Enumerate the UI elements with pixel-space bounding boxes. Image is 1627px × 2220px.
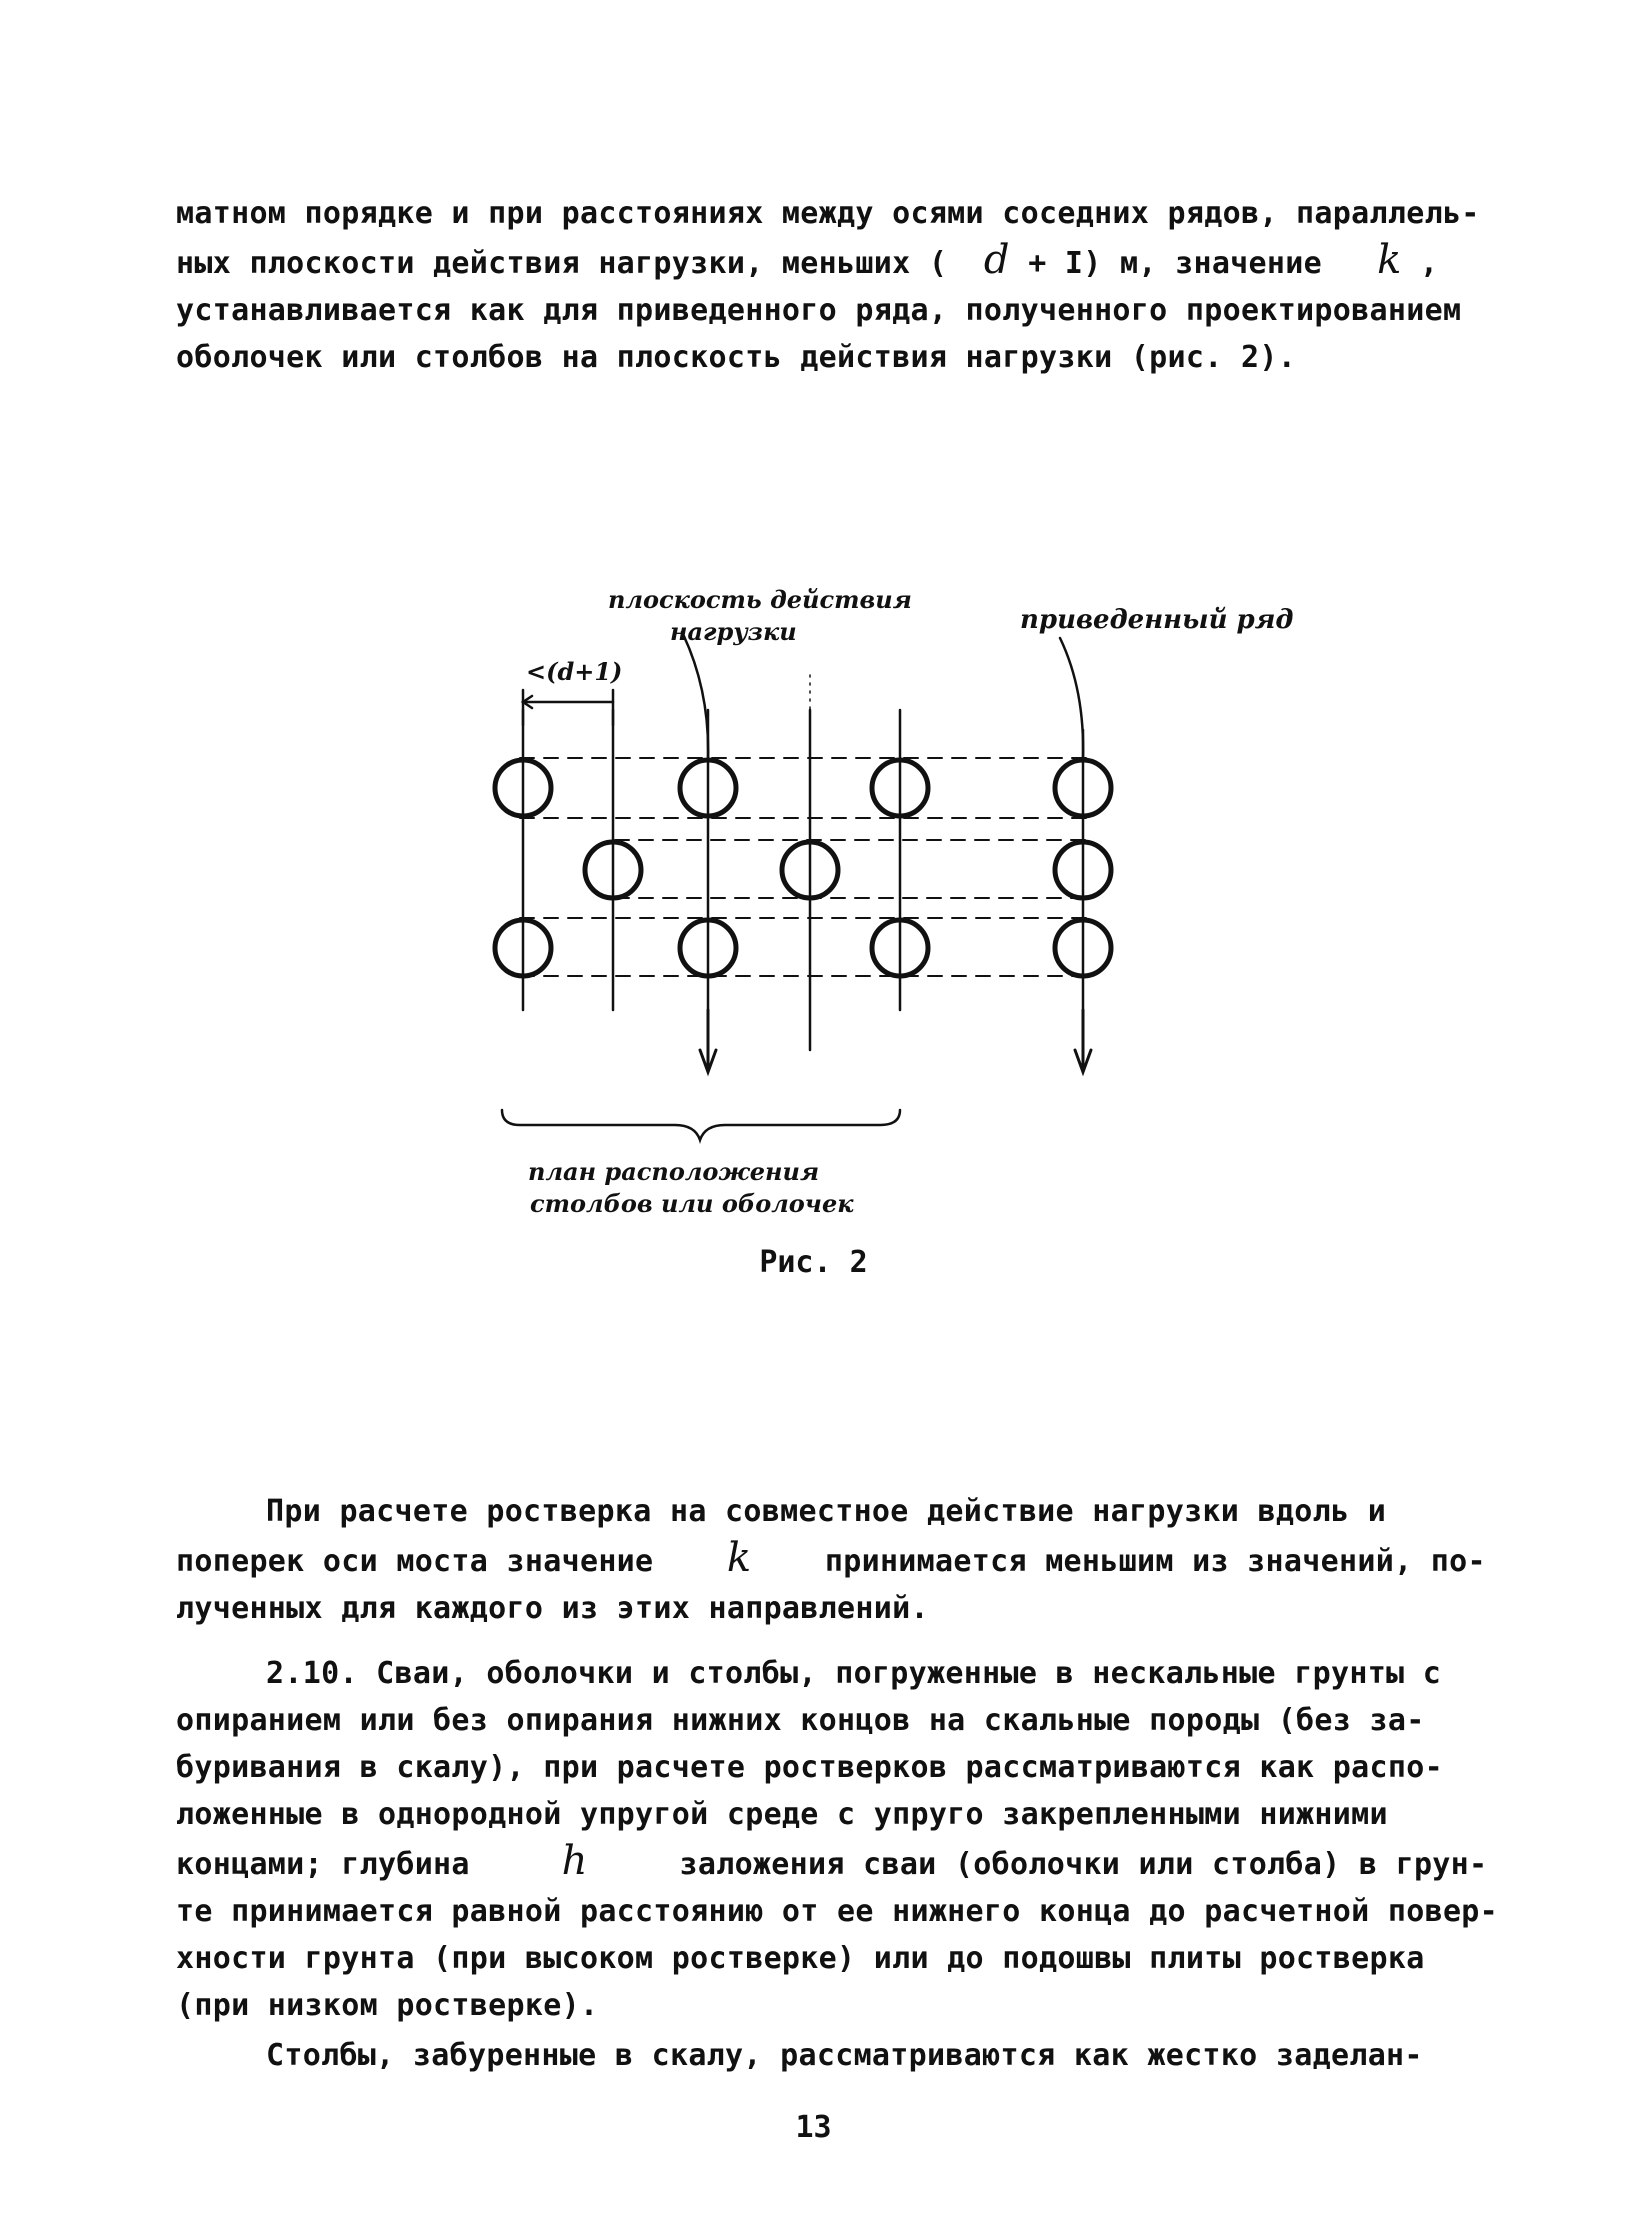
piles <box>495 760 1111 976</box>
text-fragment: концами; глубина <box>176 1847 470 1882</box>
text-line: При расчете ростверка на совместное действие нагрузки вдоль и <box>266 1494 1387 1529</box>
top-paragraph <box>176 190 1480 381</box>
projection-lines <box>520 758 1090 976</box>
brace <box>502 1110 900 1140</box>
text-line: (при низком ростверке). <box>176 1988 599 2023</box>
text-line: опиранием или без опирания нижних концов на скальные породы (без за- <box>176 1703 1425 1738</box>
text-line <box>176 237 1466 287</box>
text-line: матном порядке и при расстояниях между осями соседних рядов, параллель- <box>176 196 1480 231</box>
text-fragment: заложения сваи (оболочки или столба) в грун- <box>679 1847 1488 1882</box>
arrow-down-icon <box>700 1010 716 1072</box>
symbol-k: k <box>726 1535 752 1581</box>
label-reduced-row: приведенный ряд <box>1020 605 1294 635</box>
text-line: ложенные в однородной упругой среде с упруго закрепленными нижними <box>176 1797 1388 1832</box>
paragraph-4 <box>176 2032 1466 2079</box>
text-line: хности грунта (при высоком ростверке) или до подошвы плиты ростверка <box>176 1941 1425 1976</box>
text-line: буривания в скалу), при расчете ростверков рассматриваются как распо- <box>176 1750 1443 1785</box>
label-plan: столбов или оболочек <box>530 1189 854 1218</box>
paragraph-2 <box>176 1488 1486 1632</box>
spacing-dimension <box>523 690 613 725</box>
text-line: оболочек или столбов на плоскость действия нагрузки (рис. 2). <box>176 340 1297 375</box>
text-line: Столбы, забуренные в скалу, рассматриваются как жестко заделан- <box>266 2038 1423 2073</box>
leader-line <box>682 632 708 760</box>
text-line: устанавливается как для приведенного ряда, полученного проектированием <box>176 293 1462 328</box>
paragraph-3 <box>176 1650 1499 2029</box>
symbol-h: h <box>561 1838 588 1884</box>
page-number: 13 <box>795 2110 832 2145</box>
text-line: 2.10. Сваи, оболочки и столбы, погруженные в нескальные грунты с <box>266 1656 1442 1691</box>
pile-layout-figure <box>460 580 1294 1220</box>
text-fragment: поперек оси моста значение <box>176 1544 654 1579</box>
figure-caption: Рис. 2 <box>759 1245 868 1280</box>
leader-line <box>1060 638 1083 760</box>
label-load-plane: нагрузки <box>670 617 797 646</box>
text-fragment: принимается меньшим из значений, по- <box>824 1544 1486 1579</box>
text-line: те принимается равной расстоянию от ее нижнего конца до расчетной повер- <box>176 1894 1499 1929</box>
text-line <box>176 1535 1486 1585</box>
text-fragment: , <box>1420 246 1439 281</box>
text-line: лученных для каждого из этих направлений. <box>176 1591 929 1626</box>
label-spacing: <(d+1) <box>526 657 623 686</box>
symbol-k: k <box>1377 237 1402 283</box>
arrow-down-icon <box>1075 1010 1091 1072</box>
text-fragment: ных плоскости действия нагрузки, меньших ( <box>176 246 948 281</box>
pile-axes <box>523 710 1083 1060</box>
text-fragment: + I) м, значение <box>1028 246 1322 281</box>
label-plan: план расположения <box>528 1157 820 1186</box>
label-load-plane: плоскость действия <box>608 585 912 614</box>
text-line <box>176 1838 1488 1888</box>
symbol-d: d <box>983 237 1010 283</box>
